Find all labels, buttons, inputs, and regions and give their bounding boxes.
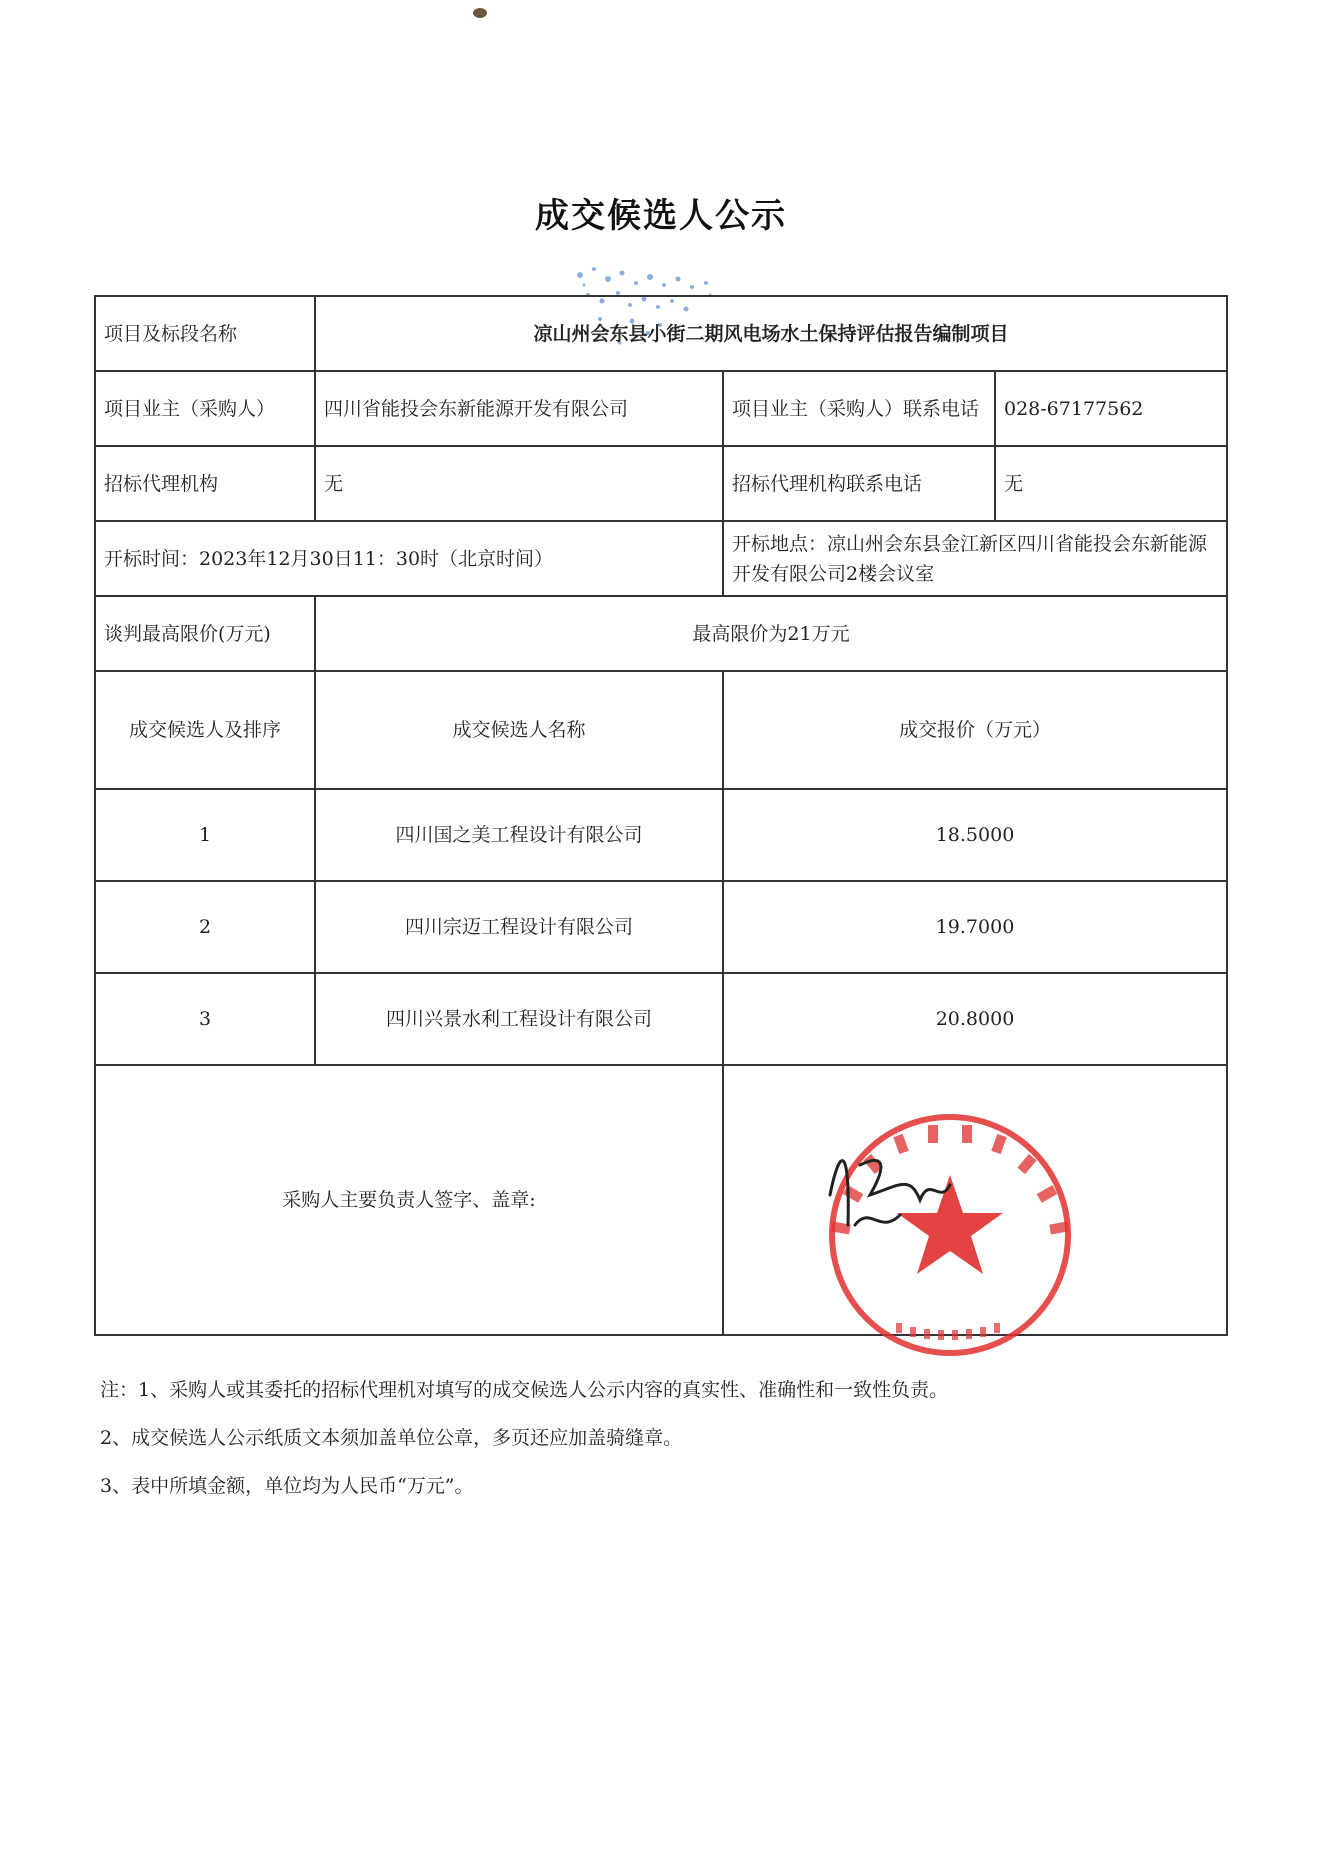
max-price-label: 谈判最高限价(万元) [95,596,315,671]
max-price-value: 最高限价为21万元 [315,596,1227,671]
owner-row [95,371,1227,446]
note-item: 注：1、采购人或其委托的招标代理机对填写的成交候选人公示内容的真实性、准确性和一致性负责。 [100,1379,949,1401]
agency-label: 招标代理机构 [95,446,315,521]
page-title: 成交候选人公示 [535,196,787,236]
opening-row [95,521,1227,596]
candidate-name: 四川国之美工程设计有限公司 [315,789,723,881]
project-row [95,296,1227,371]
candidate-rank: 3 [95,973,315,1065]
owner-phone: 028-67177562 [995,371,1227,446]
candidate-row [95,973,1227,1065]
owner-value: 四川省能投会东新能源开发有限公司 [315,371,723,446]
opening-place: 开标地点：凉山州会东县金江新区四川省能投会东新能源开发有限公司2楼会议室 [723,521,1227,596]
candidates-header-row [95,671,1227,789]
agency-phone: 无 [995,446,1227,521]
owner-label: 项目业主（采购人） [95,371,315,446]
signature-label: 采购人主要负责人签字、盖章: [95,1065,723,1335]
candidate-price: 19.7000 [723,881,1227,973]
scan-speck [470,5,490,21]
project-name: 凉山州会东县小街二期风电场水土保持评估报告编制项目 [315,296,1227,371]
project-label: 项目及标段名称 [95,296,315,371]
official-seal [810,1105,1100,1365]
candidate-rank: 1 [95,789,315,881]
candidate-name: 四川兴景水利工程设计有限公司 [315,973,723,1065]
max-price-row [95,596,1227,671]
candidate-row [95,789,1227,881]
header-rank: 成交候选人及排序 [95,671,315,789]
header-name: 成交候选人名称 [315,671,723,789]
agency-value: 无 [315,446,723,521]
notes-section [100,1366,1220,1510]
candidate-price: 20.8000 [723,973,1227,1065]
candidate-price: 18.5000 [723,789,1227,881]
note-item: 3、表中所填金额，单位均为人民币“万元”。 [100,1475,474,1497]
note-item: 2、成交候选人公示纸质文本须加盖单位公章，多页还应加盖骑缝章。 [100,1427,683,1449]
owner-phone-label: 项目业主（采购人）联系电话 [723,371,995,446]
candidate-rank: 2 [95,881,315,973]
agency-phone-label: 招标代理机构联系电话 [723,446,995,521]
agency-row [95,446,1227,521]
candidate-row [95,881,1227,973]
opening-time: 开标时间：2023年12月30日11：30时（北京时间） [95,521,723,596]
header-price: 成交报价（万元） [723,671,1227,789]
candidate-name: 四川宗迈工程设计有限公司 [315,881,723,973]
